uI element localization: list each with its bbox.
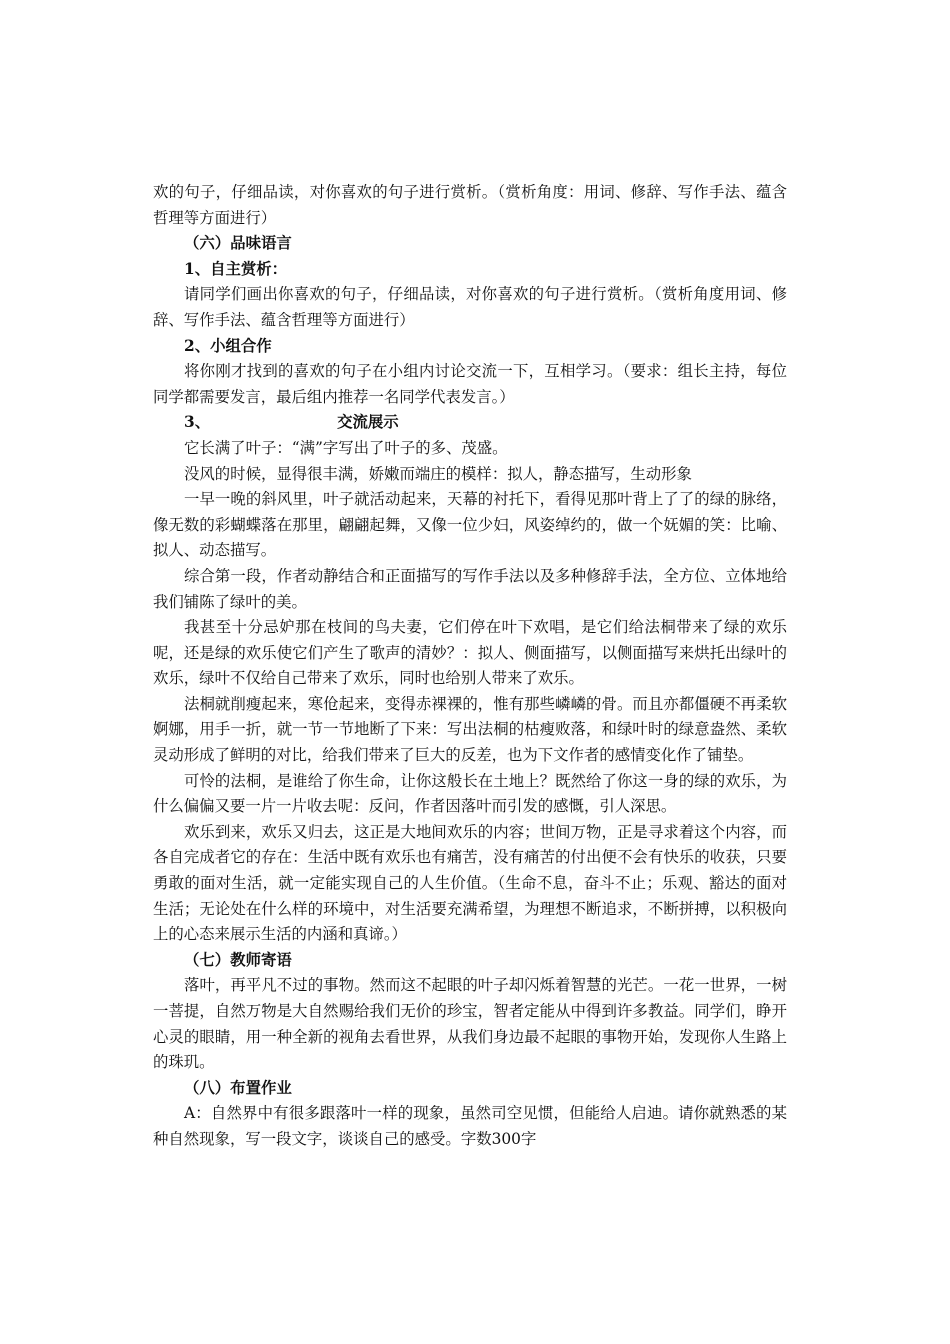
heading-section-seven: （七）教师寄语 <box>184 950 292 969</box>
heading-self-appreciation: 1、自主赏析： <box>184 259 288 278</box>
heading-exchange-number: 3、 <box>184 413 211 432</box>
paragraph-analysis-h: 欢乐到来，欢乐又归去，这正是大地间欢乐的内容；世间万物，正是寻求着这个内容，而各自完成者它的存在：生活中既有欢乐也有痛苦，没有痛苦的付出便不会有快乐的收获，只要勇敢的面对生活，就一定能实现自己的人生价值。（生命不息，奋斗不止；乐观、豁达的面对生活；无论处在什么样的环境中，对生活要充满希望，为理想不断追求，不断拼搏，以积极向上的心态来展示生活的内涵和真谛。） <box>153 822 787 944</box>
heading-section-six: （六）品味语言 <box>184 234 292 253</box>
heading-exchange-display <box>153 410 787 436</box>
paragraph-group-cooperation: 将你刚才找到的喜欢的句子在小组内讨论交流一下，互相学习。（要求：组长主持，每位同学都需要发言，最后组内推荐一名同学代表发言。） <box>153 362 787 406</box>
paragraph-analysis-b: 没风的时候，显得很丰满，娇嫩而端庄的模样：拟人，静态描写，生动形象 <box>184 464 692 483</box>
paragraph-analysis-e: 我甚至十分忌妒那在枝间的鸟夫妻，它们停在叶下欢唱，是它们给法桐带来了绿的欢乐呢，还是绿的欢乐使它们产生了歌声的清妙？：拟人、侧面描写，以侧面描写来烘托出绿叶的欢乐，绿叶不仅给自己带来了欢乐，同时也给别人带来了欢乐。 <box>153 618 787 688</box>
heading-exchange-title: 交流展示 <box>337 413 399 432</box>
paragraph-analysis-c: 一早一晚的斜风里，叶子就活动起来，天幕的衬托下，看得见那叶背上了了的绿的脉络，像无数的彩蝴蝶落在那里，翩翩起舞，又像一位少妇，风姿绰约的，做一个妩媚的笑：比喻、拟人、动态描写。 <box>153 490 787 560</box>
heading-section-eight: （八）布置作业 <box>184 1078 292 1097</box>
heading-group-cooperation: 2、小组合作 <box>184 336 272 355</box>
paragraph-teacher-message: 落叶，再平凡不过的事物。然而这不起眼的叶子却闪烁着智慧的光芒。一花一世界，一树一菩提，自然万物是大自然赐给我们无价的珍宝，智者定能从中得到许多教益。同学们，睁开心灵的眼睛，用一种全新的视角去看世界，从我们身边最不起眼的事物开始，发现你人生路上的珠玑。 <box>153 976 787 1072</box>
paragraph-intro: 欢的句子，仔细品读，对你喜欢的句子进行赏析。（赏析角度：用词、修辞、写作手法、蕴含哲理等方面进行） <box>153 183 787 227</box>
paragraph-analysis-d: 综合第一段，作者动静结合和正面描写的写作手法以及多种修辞手法，全方位、立体地给我们铺陈了绿叶的美。 <box>153 566 787 611</box>
paragraph-analysis-g: 可怜的法桐，是谁给了你生命，让你这般长在土地上？既然给了你这一身的绿的欢乐，为什么偏偏又要一片一片收去呢：反问，作者因落叶而引发的感慨，引人深思。 <box>153 771 787 816</box>
paragraph-analysis-a: 它长满了叶子：“满”字写出了叶子的多、茂盛。 <box>184 438 508 457</box>
document-page <box>153 180 787 1153</box>
paragraph-self-appreciation: 请同学们画出你喜欢的句子，仔细品读，对你喜欢的句子进行赏析。（赏析角度用词、修辞、写作手法、蕴含哲理等方面进行） <box>153 285 787 329</box>
paragraph-homework: A：自然界中有很多跟落叶一样的现象，虽然司空见惯，但能给人启迪。请你就熟悉的某种自然现象，写一段文字，谈谈自己的感受。字数300字 <box>153 1104 787 1148</box>
paragraph-analysis-f: 法桐就削瘦起来，寒伧起来，变得赤裸裸的，惟有那些嶙嶙的骨。而且亦都僵硬不再柔软婀娜，用手一折，就一节一节地断了下来：写出法桐的枯瘦败落，和绿叶时的绿意盎然、柔软灵动形成了鲜明的对比，给我们带来了巨大的反差，也为下文作者的感情变化作了铺垫。 <box>153 694 787 765</box>
